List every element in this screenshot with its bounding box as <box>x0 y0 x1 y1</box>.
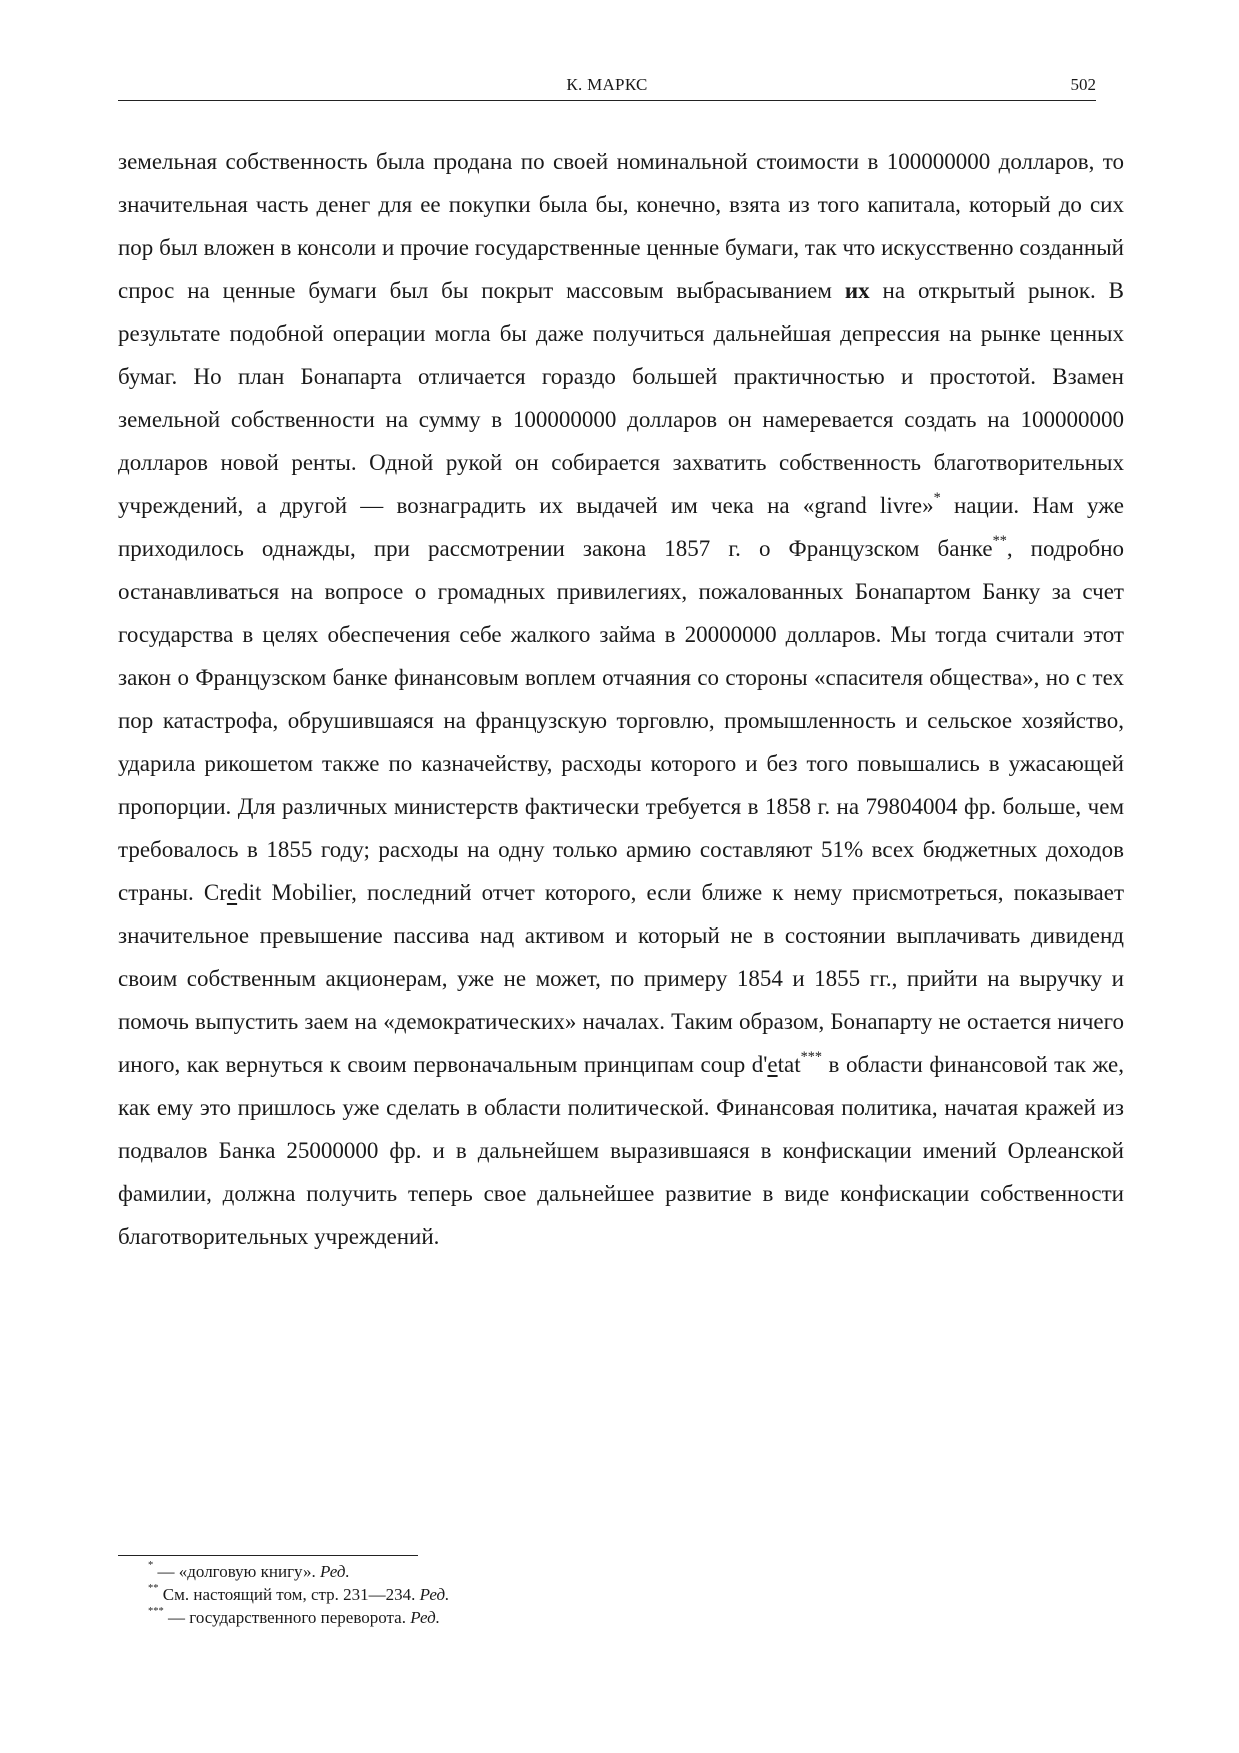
text-run: на открытый рынок. В результате подобной операции могла бы даже получиться дальнейшая депрессия на рынке ценных бумаг. Но план Бонапарта отличается гораздо большей практичностью и простотой. Взамен земельной собственности на сумму в 100000000 долларов он намеревается создать на 100000000 долларов новой ренты. Одной рукой он собирается захватить собственность благотворительных учреждений, а другой — вознаградить их выдачей им чека на «grand livre» <box>118 278 1124 518</box>
text-run: tat <box>777 1052 801 1077</box>
accented-letter: e <box>226 880 238 905</box>
footnote-rule <box>118 1555 418 1556</box>
main-paragraph <box>118 140 1124 1258</box>
footnote-mark: * <box>148 1560 154 1572</box>
text-run: земельная собственность была продана по своей номинальной стоимости в 100000000 долларов, то значительная часть денег для ее покупки была бы, конечно, взята из того капитала, который до сих пор был вложен в консоли и прочие государственные ценные бумаги, так что искусственно созданный спрос на ценные бумаги был бы покрыт массовым выбрасыванием <box>118 149 1124 303</box>
footnote-ref-2: ** <box>992 533 1007 550</box>
footnote-1 <box>148 1560 1048 1583</box>
footnote-text: — государственного переворота. <box>163 1608 411 1627</box>
running-head <box>118 74 1096 101</box>
footnote-editor: Ред. <box>419 1585 450 1604</box>
footnote-text: См. настоящий том, стр. 231—234. <box>158 1585 420 1604</box>
running-head-title: К. МАРКС <box>566 75 648 94</box>
footnote-text: — «долговую книгу». <box>153 1562 320 1581</box>
footnote-editor: Ред. <box>410 1608 440 1627</box>
text-run: в области финансовой так же, как ему это пришлось уже сделать в области политической. Финансовая политика, начатая кражей из подвалов Банка 25000000 фр. и в дальнейшем выразившаяся в конфискации имений Орлеанской фамилии, должна получить теперь свое дальнейшее развитие в виде конфискации собственности благотворительных учреждений. <box>118 1052 1124 1249</box>
text-run: , подробно останавливаться на вопросе о громадных привилегиях, пожалованных Бонапартом Банку за счет государства в целях обеспечения себе жалкого займа в 20000000 долларов. Мы тогда считали этот закон о Французском банке финансовым воплем отчаяния со стороны «спасителя общества», но с тех пор катастрофа, обрушившаяся на французскую торговлю, промышленность и сельское хозяйство, ударила рикошетом также по казначейству, расходы которого и без того повышались в ужасающей пропорции. Для различных министерств фактически требуется в 1858 г. на 79804004 фр. больше, чем требовалось в 1855 году; расходы на одну только армию составляют 51% всех бюджетных доходов страны. Cr <box>118 536 1124 905</box>
footnotes <box>148 1560 1048 1629</box>
text-run: dit Mobilier, последний отчет которого, если ближе к нему присмотреться, показывает значительное превышение пассива над активом и который не в состоянии выплачивать дивиденд своим собственным акционерам, уже не может, по примеру 1854 и 1855 гг., прийти на выручку и помочь выпустить заем на «демократических» началах. Таким образом, Бонапарту не остается ничего иного, как вернуться к своим первоначальным принципам coup d' <box>118 880 1124 1077</box>
bold-word: их <box>844 278 870 303</box>
footnote-3 <box>148 1606 1048 1629</box>
accented-letter: e <box>767 1052 778 1077</box>
footnote-mark: *** <box>148 1606 164 1618</box>
footnote-mark: ** <box>148 1583 159 1595</box>
footnote-ref-3: *** <box>800 1049 822 1066</box>
footnote-editor: Ред. <box>319 1562 350 1581</box>
footnote-2 <box>148 1583 1048 1606</box>
footnote-ref-1: * <box>933 490 941 507</box>
page-number: 502 <box>1070 75 1096 94</box>
text-run: нации. Нам уже приходилось однажды, при рассмотрении закона 1857 г. о Французском банке <box>118 493 1125 561</box>
